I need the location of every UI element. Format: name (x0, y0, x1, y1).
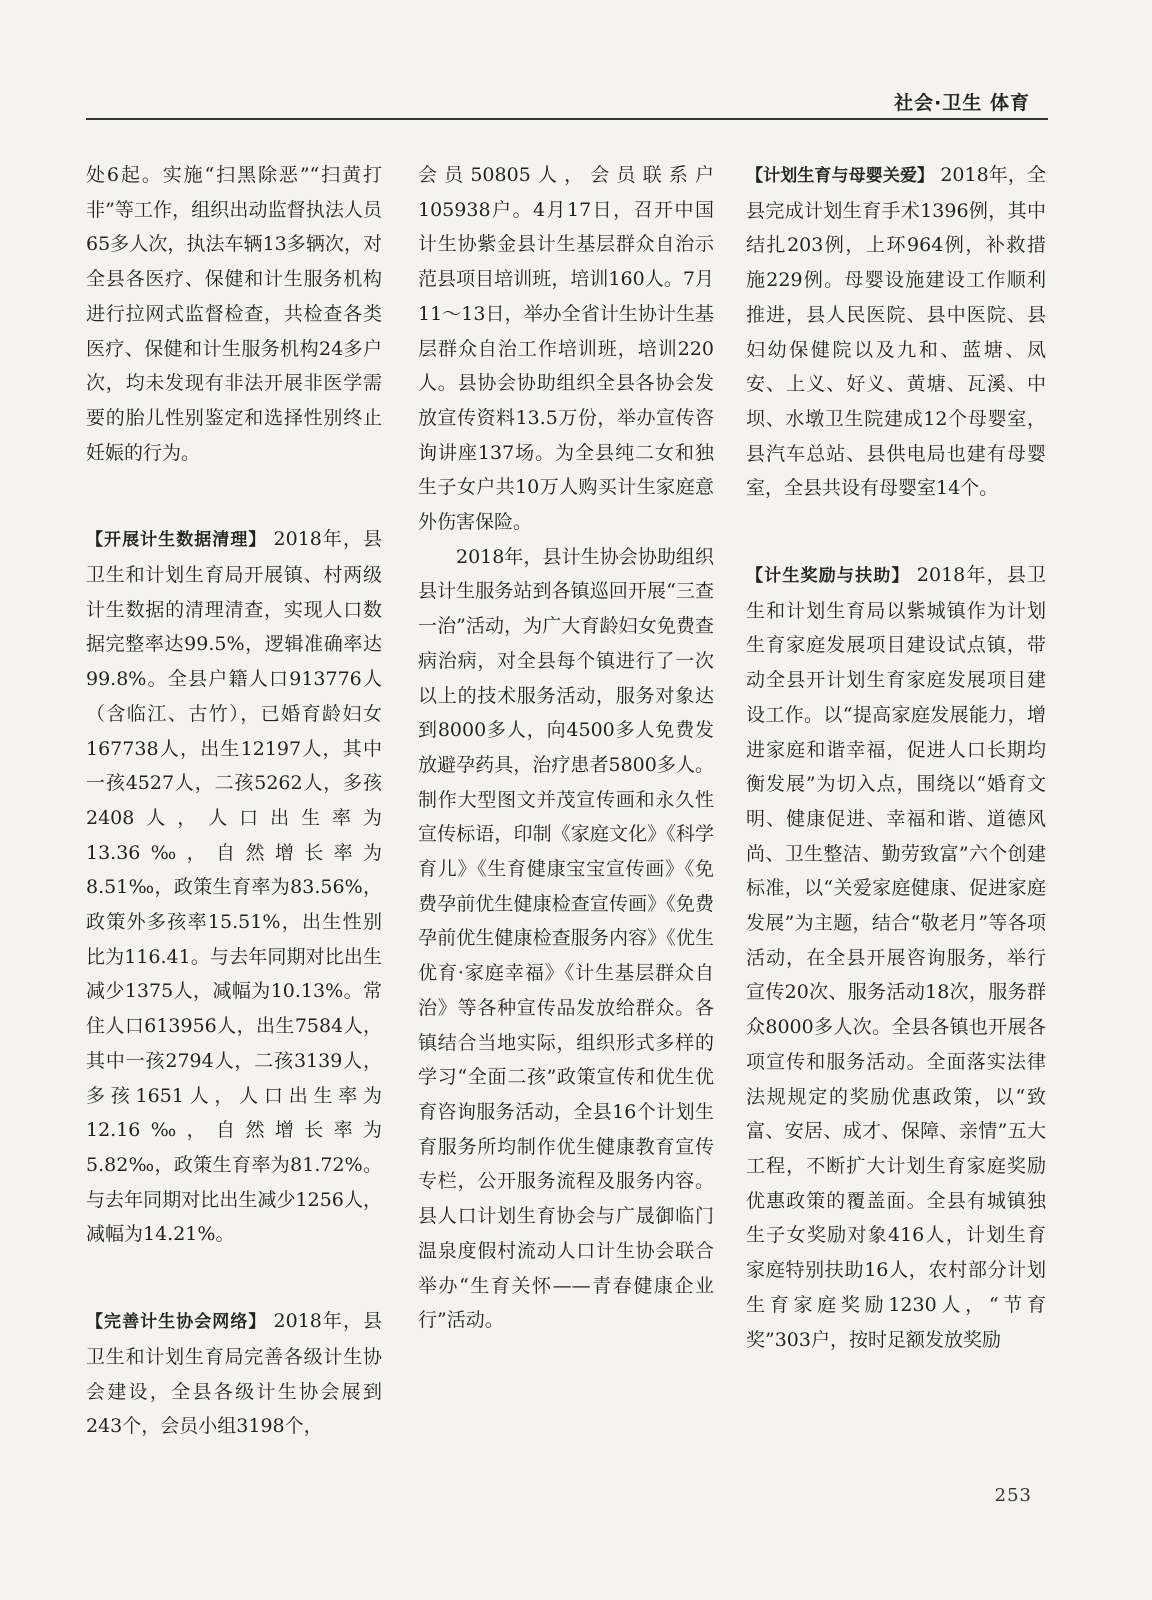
section-body: 2018年，县卫生和计划生育局开展镇、村两级计生数据的清理清查，实现人口数据完整率达99.5%，逻辑准确率达99.8%。全县户籍人口913776人（含临江、古竹），已婚育龄妇女167738人，出生12197人，其中一孩4527人，二孩5262人，多孩2408人，人口出生率为13.36‰，自然增长率为8.51‰，政策生育率为83.56%，政策外多孩率15.51%，出生性别比为116.41。与去年同期对比出生减少1375人，减幅为10.13%。常住人口613956人，出生7584人，其中一孩2794人，二孩3139人，多孩1651人，人口出生率为12.16‰，自然增长率为5.82‰，政策生育率为81.72%。与去年同期对比出生减少1256人，减幅为14.21%。 (86, 528, 383, 1246)
text-column-3 (746, 158, 1046, 1357)
section-body: 2018年，县卫生和计划生育局完善各级计生协会建设，全县各级计生协会展到243个，会员小组3198个， (86, 1310, 383, 1438)
page-number: 253 (994, 1485, 1032, 1506)
paragraph: 2018年，县计生协会协助组织县计生服务站到各镇巡回开展“三查一治”活动，为广大育龄妇女免费查病治病，对全县每个镇进行了一次以上的技术服务活动，服务对象达到8000多人，向4500多人免费发放避孕药具，治疗患者5800多人。制作大型图文并茂宣传画和永久性宣传标语，印制《家庭文化》《科学育儿》《生育健康宝宝宣传画》《免费孕前优生健康检查宣传画》《免费孕前优生健康检查服务内容》《优生优育·家庭幸福》《计生基层群众自治》等各种宣传品发放给群众。各镇结合当地实际，组织形式多样的学习“全面二孩”政策宣传和优生优育咨询服务活动，全县16个计划生育服务所均制作优生健康教育宣传专栏，公开服务流程及服务内容。县人口计划生育协会与广晟御临门温泉度假村流动人口计生协会联合举办“生育关怀——青春健康企业行”活动。 (418, 545, 714, 1332)
section-gap (86, 1252, 382, 1304)
section-heading: 【计生奖励与扶助】 (746, 566, 910, 587)
section-body: 2018年，全县完成计划生育手术1396例，其中结扎203例，上环964例，补救措施229例。母婴设施建设工作顺利推进，县人民医院、县中医院、县妇幼保健院以及九和、蓝塘、凤安、上义、好义、黄塘、瓦溪、中坝、水墩卫生院建成12个母婴室，县汽车总站、县供电局也建有母婴室，全县共设有母婴室14个。 (746, 164, 1047, 500)
section-rewards-support (746, 558, 1046, 1357)
section-heading: 【开展计生数据清理】 (86, 530, 267, 551)
section-maternal-care (746, 158, 1046, 506)
paragraph: 处6起。实施“扫黑除恶”“扫黄打非”等工作，组织出动监督执法人员65多人次，执法车辆13多辆次，对全县各医疗、保健和计生服务机构进行拉网式监督检查，共检查各类医疗、保健和计生服务机构24多户次，均未发现有非法开展非医学需要的胎儿性别鉴定和选择性别终止妊娠的行为。 (86, 164, 382, 464)
section-association-network (86, 1304, 382, 1444)
text-column-1 (86, 158, 382, 1444)
section-heading: 【完善计生协会网络】 (86, 1312, 267, 1333)
paragraph: 会员50805人，会员联系户105938户。4月17日，召开中国计生协紫金县计生基层群众自治示范县项目培训班，培训160人。7月11～13日，举办全省计生协计生基层群众自治工作培训班，培训220人。县协会协助组织全县各协会发放宣传资料13.5万份，举办宣传咨询讲座137场。为全县纯二女和独生子女户共10万人购买计生家庭意外伤害保险。 (418, 164, 714, 534)
text-column-2 (418, 158, 714, 1338)
section-body: 2018年，县卫生和计划生育局以紫城镇作为计划生育家庭发展项目建设试点镇，带动全县开计划生育家庭发展项目建设工作。以“提高家庭发展能力，增进家庭和谐幸福，促进人口长期均衡发展”为切入点，围绕以“婚育文明、健康促进、幸福和谐、道德风尚、卫生整洁、勤劳致富”六个创建标准，以“关爱家庭健康、促进家庭发展”为主题，结合“敬老月”等各项活动，在全县开展咨询服务，举行宣传20次、服务活动18次，服务群众8000多人次。全县各镇也开展各项宣传和服务活动。全面落实法律法规规定的奖励优惠政策，以“致富、安居、成才、保障、亲情”五大工程，不断扩大计划生育家庭奖励优惠政策的覆盖面。全县有城镇独生子女奖励对象416人，计划生育家庭特别扶助16人，农村部分计划生育家庭奖励1230人，“节育奖”303户，按时足额发放奖励 (746, 564, 1047, 1351)
section-gap (86, 470, 382, 522)
header-rule (86, 118, 1048, 120)
section-gap (746, 506, 1046, 558)
section-heading: 【计划生育与母婴关爱】 (746, 166, 935, 186)
section-data-cleanup (86, 522, 382, 1252)
section-title: 社会·卫生 体育 (894, 92, 1030, 114)
